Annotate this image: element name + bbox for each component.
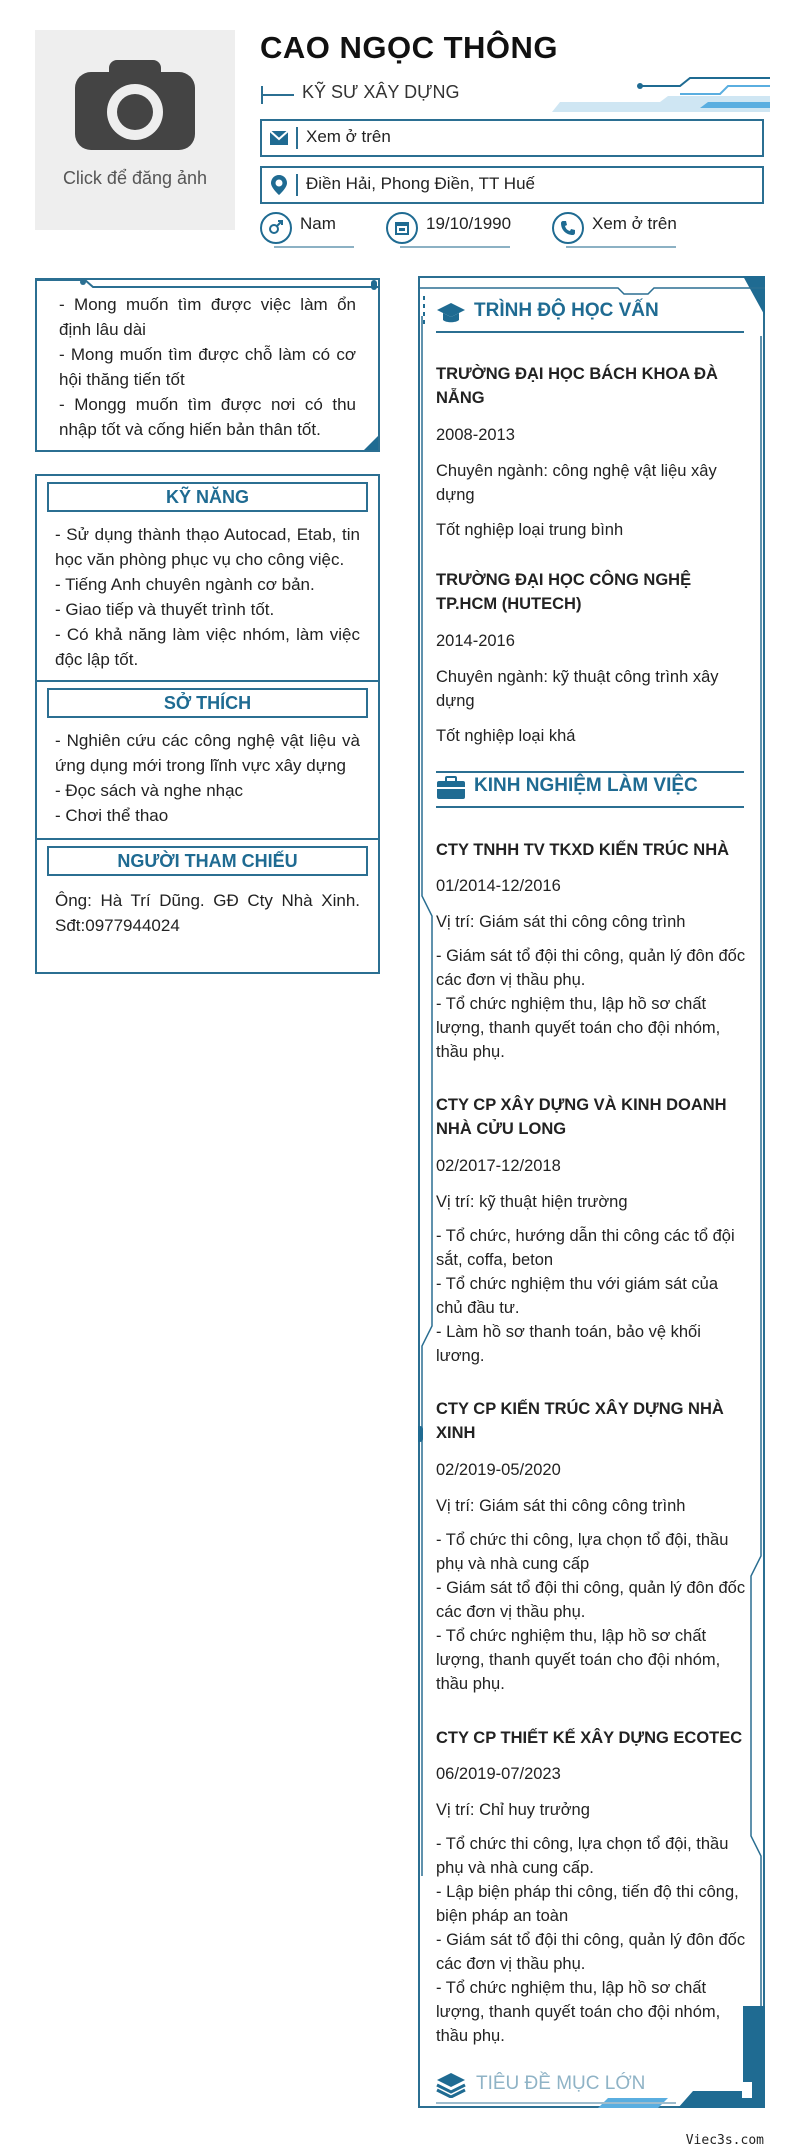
camera-icon — [75, 58, 195, 150]
experience-position: Vị trí: Giám sát thi công công trình — [436, 1497, 686, 1515]
layers-icon — [436, 2072, 466, 2098]
experience-company: CTY CP THIẾT KẾ XÂY DỰNG ECOTEC — [436, 1729, 743, 1747]
briefcase-icon — [436, 776, 466, 800]
circuit-decoration-icon — [540, 72, 770, 114]
duty-line: - Tổ chức nghiệm thu, lập hồ sơ chất lượng, thanh quyết toán cho đội nhóm, thầu phụ. — [436, 1627, 721, 1693]
graduation-cap-icon — [436, 301, 466, 325]
address-field[interactable] — [260, 166, 764, 204]
education-title: TRÌNH ĐỘ HỌC VẤN — [474, 300, 659, 321]
phone-value: Xem ở trên — [592, 214, 677, 233]
gender-value: Nam — [300, 214, 336, 233]
education-major: Chuyên ngành: kỹ thuật công trình xây dựng — [436, 668, 719, 710]
education-years: 2014-2016 — [436, 632, 515, 650]
placeholder-section-title: TIÊU ĐỀ MỤC LỚN — [476, 2073, 646, 2094]
field-separator — [296, 174, 298, 196]
education-major: Chuyên ngành: công nghệ vật liệu xây dựng — [436, 462, 717, 504]
calendar-icon — [386, 212, 418, 244]
experience-duties — [436, 944, 746, 1064]
skills-box — [35, 474, 380, 682]
duty-line: - Tổ chức thi công, lựa chọn tổ đội, thầu phụ và nhà cung cấp. — [436, 1835, 729, 1877]
field-underline — [274, 246, 354, 248]
skill-line: - Sử dụng thành thạo Autocad, Etab, tin học văn phòng phục vụ cho công việc. — [55, 525, 360, 569]
hobbies-text — [55, 728, 360, 828]
birthday-value: 19/10/1990 — [426, 214, 512, 233]
experience-period: 02/2019-05/2020 — [436, 1461, 561, 1479]
email-value: Xem ở trên — [306, 127, 391, 146]
duty-line: - Tổ chức, hướng dẫn thi công các tổ đội sắt, coffa, beton — [436, 1227, 735, 1269]
experience-section-header — [436, 772, 744, 808]
location-pin-icon — [262, 168, 296, 202]
footer-brand: Viec3s.com — [685, 2133, 764, 2148]
field-underline — [566, 246, 676, 248]
duty-line: - Làm hồ sơ thanh toán, bảo vệ khối lương. — [436, 1323, 701, 1365]
email-field[interactable] — [260, 119, 764, 157]
experience-position: Vị trí: kỹ thuật hiện trường — [436, 1193, 628, 1211]
skill-line: - Tiếng Anh chuyên ngành cơ bản. — [55, 575, 315, 594]
box-top-decoration-icon — [35, 278, 380, 292]
hobbies-title: SỞ THÍCH — [47, 688, 368, 718]
skill-line: - Giao tiếp và thuyết trình tốt. — [55, 600, 275, 619]
envelope-icon — [262, 121, 296, 155]
education-school: TRƯỜNG ĐẠI HỌC CÔNG NGHỆ TP.HCM (HUTECH) — [436, 571, 692, 613]
education-years: 2008-2013 — [436, 426, 515, 444]
skills-title: KỸ NĂNG — [47, 482, 368, 512]
photo-upload-label: Click để đăng ảnh — [62, 168, 208, 188]
duty-line: - Tổ chức thi công, lựa chọn tổ đội, thầu phụ và nhà cung cấp — [436, 1531, 729, 1573]
experience-title: KINH NGHIỆM LÀM VIỆC — [474, 775, 698, 796]
skill-line: - Có khả năng làm việc nhóm, làm việc độc lập tốt. — [55, 625, 360, 669]
hobby-line: - Đọc sách và nghe nhạc — [55, 781, 244, 800]
skills-text — [55, 522, 360, 672]
field-underline — [400, 246, 510, 248]
experience-period: 01/2014-12/2016 — [436, 877, 561, 895]
education-grade: Tốt nghiệp loại khá — [436, 727, 576, 745]
experience-company: CTY CP XÂY DỰNG VÀ KINH DOANH NHÀ CỬU LONG — [436, 1096, 727, 1138]
address-value: Điền Hải, Phong Điền, TT Huế — [306, 174, 535, 193]
gender-field[interactable] — [260, 210, 370, 250]
hobby-line: - Nghiên cứu các công nghệ vật liệu và ứng dụng mới trong lĩnh vực xây dựng — [55, 731, 360, 775]
experience-company: CTY TNHH TV TKXD KIẾN TRÚC NHÀ — [436, 841, 730, 859]
hobby-line: - Chơi thể thao — [55, 806, 169, 825]
experience-duties — [436, 1832, 746, 2048]
experience-duties — [436, 1224, 746, 1368]
experience-period: 02/2017-12/2018 — [436, 1157, 561, 1175]
field-separator — [296, 127, 298, 149]
duty-line: - Tổ chức nghiệm thu, lập hồ sơ chất lượng, thanh quyết toán cho đội nhóm, thầu phụ. — [436, 1979, 721, 2045]
experience-period: 06/2019-07/2023 — [436, 1765, 561, 1783]
objective-line: - Mongg muốn tìm được nơi có thu nhập tốt và cống hiến bản thân tốt. — [59, 395, 356, 439]
duty-line: - Giám sát tổ đội thi công, quản lý đôn đốc các đơn vị thầu phụ. — [436, 1579, 746, 1621]
phone-field[interactable] — [552, 210, 702, 250]
candidate-name: CAO NGỌC THÔNG — [260, 30, 559, 65]
experience-position: Vị trí: Chỉ huy trưởng — [436, 1801, 590, 1819]
gender-icon — [260, 212, 292, 244]
job-title: KỸ SƯ XÂY DỰNG — [302, 82, 460, 102]
reference-box — [35, 838, 380, 974]
duty-line: - Tổ chức nghiệm thu, lập hồ sơ chất lượng, thanh quyết toán cho đội nhóm, thầu phụ. — [436, 995, 721, 1061]
experience-duties — [436, 1528, 746, 1696]
avatar-upload[interactable] — [35, 30, 235, 230]
phone-icon — [552, 212, 584, 244]
experience-company: CTY CP KIẾN TRÚC XÂY DỰNG NHÀ XINH — [436, 1400, 724, 1442]
duty-line: - Lập biện pháp thi công, tiến độ thi công, biện pháp an toàn — [436, 1883, 739, 1925]
objective-box — [35, 278, 380, 452]
placeholder-section-header[interactable] — [436, 2068, 676, 2104]
objective-line: - Mong muốn tìm được chỗ làm có cơ hội thăng tiến tốt — [59, 345, 356, 389]
experience-position: Vị trí: Giám sát thi công công trình — [436, 913, 686, 931]
duty-line: - Giám sát tổ đội thi công, quản lý đôn đốc các đơn vị thầu phụ. — [436, 947, 746, 989]
education-section-header — [436, 297, 744, 333]
reference-text: Ông: Hà Trí Dũng. GĐ Cty Nhà Xinh. Sđt:0977944024 — [55, 891, 360, 935]
duty-line: - Giám sát tổ đội thi công, quản lý đôn đốc các đơn vị thầu phụ. — [436, 1931, 746, 1973]
education-school: TRƯỜNG ĐẠI HỌC BÁCH KHOA ĐÀ NẴNG — [436, 365, 718, 407]
corner-triangle-icon — [364, 436, 378, 450]
reference-title: NGƯỜI THAM CHIẾU — [47, 846, 368, 876]
education-grade: Tốt nghiệp loại trung bình — [436, 521, 624, 539]
hobbies-box — [35, 680, 380, 840]
duty-line: - Tổ chức nghiệm thu với giám sát của chủ đầu tư. — [436, 1275, 719, 1317]
birthday-field[interactable] — [386, 210, 536, 250]
job-line-icon — [260, 84, 296, 106]
objective-line: - Mong muốn tìm được việc làm ổn định lâu dài — [59, 295, 356, 339]
objective-text — [59, 292, 356, 442]
